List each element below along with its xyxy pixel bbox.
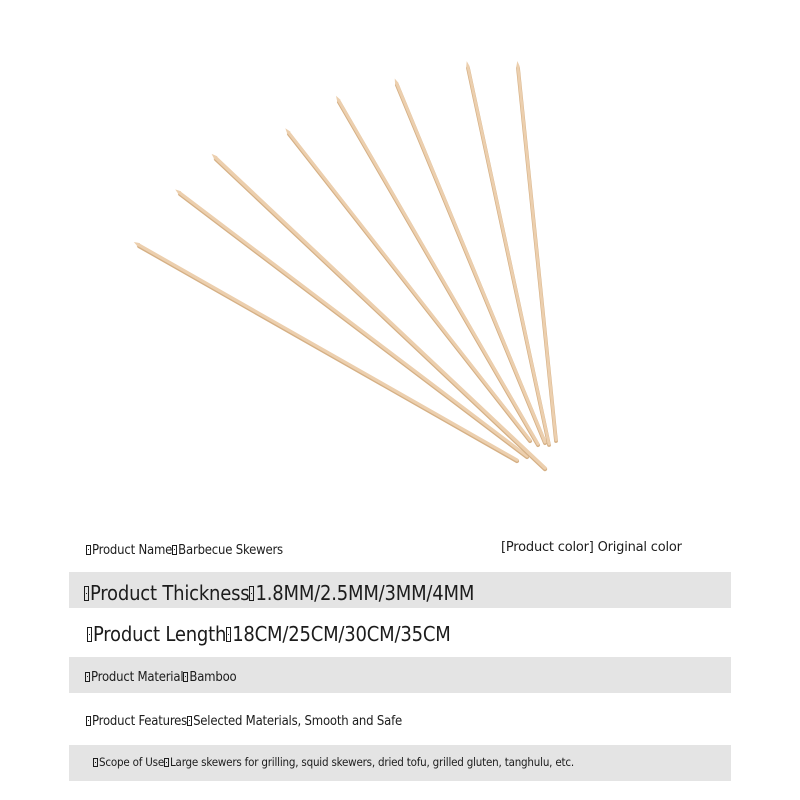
bracket-glyph-icon (84, 586, 89, 602)
bracket-glyph-icon (183, 672, 188, 682)
spec-product-thickness (84, 581, 474, 605)
bracket-glyph-icon (85, 672, 90, 682)
spec-value: 18CM/25CM/30CM/35CM (232, 622, 451, 646)
spec-product-name (86, 543, 283, 558)
skewer-group (134, 61, 556, 469)
spec-product-features (86, 714, 402, 729)
spec-product-length (87, 622, 451, 646)
bracket-glyph-icon (172, 545, 177, 555)
spec-value: Large skewers for grilling, squid skewers, dried tofu, grilled gluten, tanghulu, etc. (170, 755, 574, 769)
spec-color-text: [Product color] Original color (501, 540, 682, 555)
spec-product-material (85, 670, 237, 685)
bracket-glyph-icon (164, 758, 169, 767)
bracket-glyph-icon (249, 586, 254, 602)
spec-label: Product Length (93, 622, 227, 646)
skewer-stick (289, 133, 530, 440)
spec-value: Bamboo (189, 670, 237, 685)
bracket-glyph-icon (86, 716, 91, 726)
skewer-tip (466, 61, 470, 67)
skewer-tip (516, 61, 520, 67)
bracket-glyph-icon (87, 627, 92, 643)
spec-value: Selected Materials, Smooth and Safe (193, 714, 402, 729)
skewer-stick (180, 193, 527, 456)
spec-label: Product Features (92, 714, 188, 729)
bracket-glyph-icon (187, 716, 192, 726)
bracket-glyph-icon (86, 545, 91, 555)
spec-label: Product Thickness (90, 581, 250, 605)
spec-value: 1.8MM/2.5MM/3MM/4MM (255, 581, 475, 605)
spec-product-color (501, 540, 682, 555)
bracket-glyph-icon (226, 627, 231, 643)
spec-label: Scope of Use (99, 755, 164, 769)
spec-label: Product Material (91, 670, 184, 685)
spec-value: Barbecue Skewers (178, 543, 283, 558)
spec-label: Product Name (92, 543, 173, 558)
bracket-glyph-icon (93, 758, 98, 767)
skewer-stick (397, 84, 545, 442)
spec-scope-of-use (93, 755, 574, 769)
